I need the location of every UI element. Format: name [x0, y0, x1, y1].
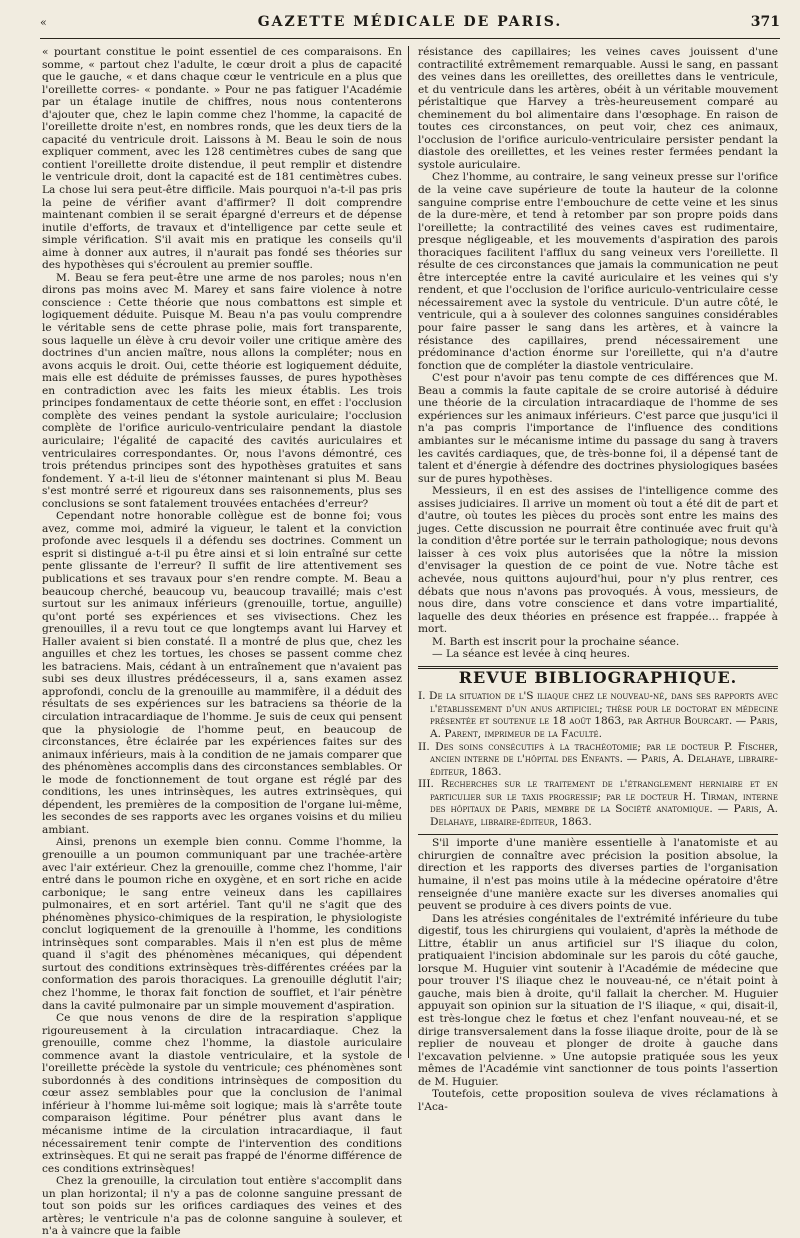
journal-title: GAZETTE MÉDICALE DE PARIS. [257, 14, 563, 30]
item-number: I. [418, 690, 426, 703]
section-title: REVUE BIBLIOGRAPHIQUE. [458, 667, 738, 687]
bibliography-item [418, 690, 778, 740]
paragraph: Chez l'homme, au contraire, le sang veineux presse sur l'orifice de la veine cave supérieure de toute la hauteur de la colonne sanguine comprise entre l'embouchure de cette veine et les sinus de la dure-mère, et tend à retomber par son propre poids dans l'oreillette; la contractilité des veines caves est rudimentaire, presque négligeable, et les mouvements d'aspiration des parois thoraciques facilitent l'afflux du sang veineux vers l'oreillette. Il résulte de ces circonstances que jamais la communication ne peut être interceptée entre la cavité auriculaire et les veines qui s'y rendent, et que l'occlusion de l'orifice auriculo-ventriculaire cesse nécessairement avec la systole du ventricule. D'un autre côté, le ventricule, qui a à soulever des colonnes sanguines considérables pour faire passer le sang dans les artères, et à vaincre la résistance des capillaires, prend nécessairement une prédominance d'action énorme sur l'oreillette, qui n'a d'autre fonction que de compléter la diastole ventriculaire. [418, 171, 778, 372]
item-number: III. [418, 778, 434, 791]
paragraph: Cependant notre honorable collègue est de bonne foi; vous avez, comme moi, admiré la vigueur, le talent et la conviction profonde avec lesquels il a défendu ses doctrines. Comment un esprit si distingué a-t-il pu être ainsi et si loin entraîné sur cette pente glissante de l'erreur? Il suffit de lire attentivement ses publications et ses travaux pour s'en rendre compte. M. Beau a beaucoup cherché, beaucoup vu, beaucoup travaillé; mais c'est surtout sur les animaux inférieurs (grenouille, tortue, anguille) qu'ont porté ses expériences et ses vivisections. Chez les grenouilles, il a revu tout ce que longtemps avant lui Harvey et Haller avaient si bien constaté. Il a montré de plus que, chez les anguilles et chez les tortues, les choses se passent comme chez les batraciens. Mais, cédant à un entraînement que n'avaient pas subi ses deux illustres prédécesseurs, il a, sans examen assez approfondi, conclu de la grenouille au mammifère, il a déduit des résultats de ses expériences sur les batraciens sa théorie de la circulation intracardiaque de l'homme. Je suis de ceux qui pensent que la physiologie de l'homme peut, en beaucoup de circonstances, être éclairée par les expériences faites sur des animaux inférieurs, mais à la condition de ne jamais comparer que des phénomènes accomplis dans des circonstances semblables. Or le mode de fonctionnement de tout organe est réglé par des conditions, les unes intrinsèques, les autres extrinsèques, qui dépendent, les premières de la composition de l'organe lui-même, les secondes de ses rapports avec les organes voisins et du milieu ambiant. [42, 510, 402, 836]
paragraph: Ainsi, prenons un exemple bien connu. Comme l'homme, la grenouille a un poumon communiquant par une trachée-artère avec l'air extérieur. Chez la grenouille, comme chez l'homme, l'air entré dans le poumon riche en oxygène, et en sort riche en acide carbonique; le sang entre veineux dans les capillaires pulmonaires, et en sort artériel. Tant qu'il ne s'agit que des phénomènes physico-chimiques de la respiration, le physiologiste conclut logiquement de la grenouille à l'homme, les conditions intrinsèques sont comparables. Mais il n'en est plus de même quand il s'agit des phénomènes mécaniques, qui dépendent surtout des conditions extrinsèques très-différentes créées par la conformation des parois thoraciques. La grenouille déglutit l'air; chez l'homme, le thorax fait fonction de soufflet, et l'air pénètre dans la cavité pulmonaire par un simple mouvement d'aspiration. [42, 836, 402, 1012]
paragraph: résistance des capillaires; les veines caves jouissent d'une contractilité extrêmement remarquable. Aussi le sang, en passant des veines dans les oreillettes, des oreillettes dans le ventricule, et du ventricule dans les artères, obéit à un véritable mouvement péristaltique que Harvey a très-heureusement comparé au cheminement du bol alimentaire dans l'œsophage. En raison de toutes ces circonstances, on peut voir, chez ces animaux, l'occlusion de l'orifice auriculo-ventriculaire persister pendant la diastole des oreillettes, et les veines rester fermées pendant la systole auriculaire. [418, 46, 778, 171]
item-text: De la situation de l'S iliaque chez le nouveau-né, dans ses rapports avec l'établissement d'un anus artificiel; thèse pour le doctorat en médecine présentée et soutenue le 18 août 1863, par Arthur Bourcart. — Paris, A. Parent, imprimeur de la Faculté. [429, 690, 778, 740]
paragraph: Toutefois, cette proposition souleva de vives réclamations à l'Aca- [418, 1088, 778, 1113]
paragraph: S'il importe d'une manière essentielle à l'anatomiste et au chirurgien de connaître avec précision la position absolue, la direction et les rapports des diverses parties de l'organisation humaine, il n'est pas moins utile à la médecine opératoire d'être renseignée d'une manière exacte sur les diverses anomalies qui peuvent se produire à ces divers points de vue. [418, 837, 778, 913]
paragraph: C'est pour n'avoir pas tenu compte de ces différences que M. Beau a commis la faute capitale de se croire autorisé à déduire une théorie de la circulation intracardiaque de l'homme de ses expériences sur les animaux inférieurs. C'est parce que jusqu'ici il n'a pas compris l'importance de l'influence des conditions ambiantes sur le mécanisme intime du passage du sang à travers les cavités cardiaques, que, de très-bonne foi, il a dépensé tant de talent et d'énergie à défendre des doctrines physiologiques basées sur de pures hypothèses. [418, 372, 778, 485]
bibliography-item [418, 741, 778, 779]
bibliography-list [418, 690, 778, 828]
paragraph: Chez la grenouille, la circulation tout entière s'accomplit dans un plan horizontal; il n'y a pas de colonne sanguine pressant de tout son poids sur les orifices cardiaques des veines et des artères; le ventricule n'a pas de colonne sanguine à soulever, et n'a à vaincre que la faible [42, 1175, 402, 1238]
paragraph: Messieurs, il en est des assises de l'intelligence comme des assises judiciaires. Il arrive un moment où tout a été dit de part et d'autre, où toutes les pièces du procès sont entre les mains des juges. Cette discussion ne pourrait être continuée avec fruit qu'à la condition d'être portée sur le terrain pathologique; nous devons laisser à ces voix plus autorisées que la nôtre la mission d'envisager la question de ce point de vue. Notre tâche est achevée, nous quittons aujourd'hui, pour n'y plus rentrer, ces débats que nous n'avons pas provoqués. À vous, messieurs, de nous dire, dans votre conscience et dans votre impartialité, laquelle des deux théories en présence est frappée… frappée à mort. [418, 485, 778, 636]
page-header [40, 12, 780, 38]
session-note: M. Barth est inscrit pour la prochaine séance. [432, 635, 680, 648]
paragraph: Ce que nous venons de dire de la respiration s'applique rigoureusement à la circulation intracardiaque. Chez la grenouille, comme chez l'homme, la diastole auriculaire commence avant la diastole ventriculaire, et la systole de l'oreillette précède la systole du ventricule; ces phénomènes sont subordonnés à des conditions intrinsèques de composition du cœur assez semblables pour que la conclusion de l'animal inférieur à l'homme lui-même soit logique; mais là s'arrête toute comparaison légitime. Pour pénétrer plus avant dans le mécanisme intime de la circulation intracardiaque, il faut nécessairement tenir compte de l'intervention des conditions extrinsèques. Et qui ne serait pas frappé de l'énorme différence de ces conditions extrinsèques! [42, 1012, 402, 1175]
section-divider [418, 834, 778, 835]
item-text: Des soins consécutifs à la trachéotomie; par le docteur P. Fischer, ancien interne de l'hôpital des Enfants. — Paris, A. Delahaye, libraire-éditeur, 1863. [430, 740, 778, 778]
item-text: Recherches sur le traitement de l'étranglement herniaire et en particulier sur le taxis progressif; par le docteur H. Tirman, interne des hôpitaux de Paris, membre de la Société anatomique. — Paris, A. Delahaye, libraire-éditeur, 1863. [430, 778, 778, 828]
session-close: — La séance est levée à cinq heures. [432, 648, 631, 661]
page-number: 371 [750, 14, 780, 30]
column-divider [408, 46, 409, 1058]
paragraph: M. Beau se fera peut-être une arme de nos paroles; nous n'en dirons pas moins avec M. Marey et sans faire violence à notre conscience : Cette théorie que nous combattons est simple et logiquement déduite. Puisque M. Beau n'a pas voulu comprendre le véritable sens de cette phrase polie, mais fort transparente, sous laquelle un élève à cru devoir voiler une critique amère des doctrines d'un ancien maître, nous allons la compléter; nous en avons acquis le droit. Oui, cette théorie est logiquement déduite, mais elle est déduite de prémisses fausses, de pures hypothèses en contradiction avec les faits les mieux établis. Les trois principes fondamentaux de cette théorie sont, en effet : l'occlusion complète des veines pendant la systole auriculaire; l'occlusion complète de l'orifice auriculo-ventriculaire pendant la diastole auriculaire; l'égalité de capacité des cavités auriculaires et ventriculaires correspondantes. Or, nous l'avons démontré, ces trois prétendus principes sont des hypothèses gratuites et sans fondement. Y a-t-il lieu de s'étonner maintenant si plus M. Beau s'est montré serré et rigoureux dans ses raisonnements, plus ses conclusions se sont fatalement trouvées entachées d'erreur? [42, 271, 402, 510]
header-rule [40, 38, 780, 39]
item-number: II. [418, 740, 430, 753]
left-column [42, 46, 402, 1238]
paragraph: Dans les atrésies congénitales de l'extrémité inférieure du tube digestif, tous les chirurgiens qui voulaient, d'après la méthode de Littre, établir un anus artificiel sur l'S iliaque du colon, pratiquaient l'incision abdominale sur les parois du côté gauche, lorsque M. Huguier vint soutenir à l'Académie de médecine que pour trouver l'S iliaque chez le nouveau-né, ce n'était point à gauche, mais bien à droite, qu'il fallait la chercher. M. Huguier appuyait son opinion sur la situation de l'S iliaque, « qui, disait-il, est très-longue chez le fœtus et chez l'enfant nouveau-né, et se dirige transversalement dans la fosse iliaque droite, pour de là se replier de nouveau et plonger de droite à gauche dans l'excavation pelvienne. » Une autopsie pratiquée sous les yeux mêmes de l'Académie vint sanctionner de tous points l'assertion de M. Huguier. [418, 912, 778, 1088]
header-mark: « [40, 16, 47, 29]
right-column [418, 46, 778, 1113]
bibliography-item [418, 778, 778, 828]
paragraph: « pourtant constitue le point essentiel de ces comparaisons. En somme, « partout chez l'adulte, le cœur droit a plus de capacité que le gauche, « et dans chaque cœur le ventricule en a plus que l'oreillette corres- « pondante. » Pour ne pas fatiguer l'Académie par un étalage inutile de chiffres, nous nous contenterons d'ajouter que, chez le lapin comme chez l'homme, la capacité de l'oreillette droite n'est, en nombres ronds, que les deux tiers de la capacité du ventricule droit. Laissons à M. Beau le soin de nous expliquer comment, avec les 128 centimètres cubes de sang que contient l'oreillette droite distendue, il peut remplir et distendre le ventricule droit, dont la capacité est de 181 centimètres cubes. La chose lui sera peut-être difficile. Mais pourquoi n'a-t-il pas pris la peine de vérifier avant d'affirmer? Il doit comprendre maintenant combien il se serait épargné d'erreurs et de dépense inutile d'efforts, de travaux et d'intelligence par cette seule et simple vérification. S'il avait mis en pratique les conseils qu'il aime à donner aux autres, il n'aurait pas fondé ses théories sur des hypothèses qui s'écroulent au premier souffle. [42, 46, 402, 272]
